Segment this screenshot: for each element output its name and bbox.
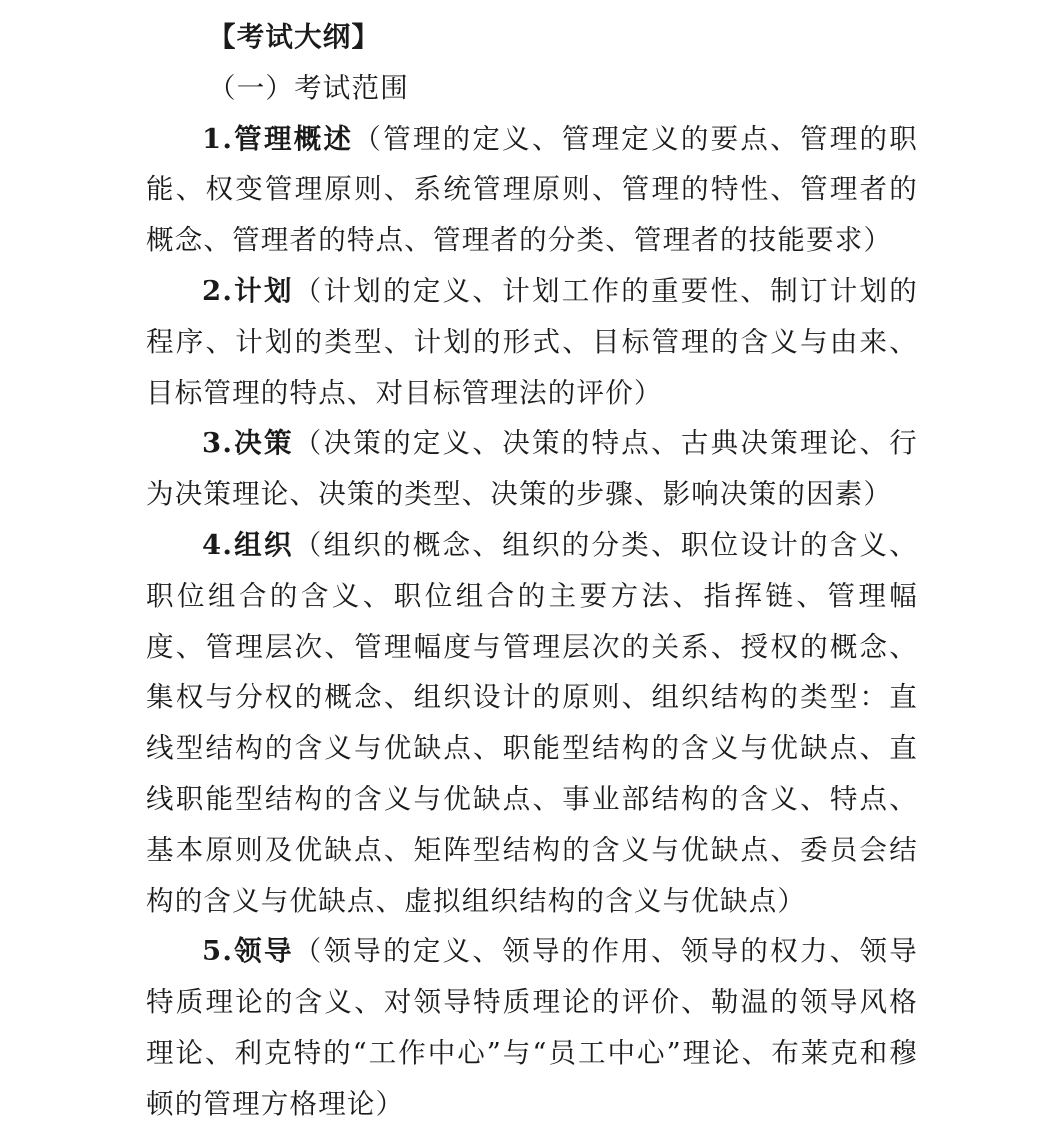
item-topic: 组织 [233,528,294,561]
outline-heading: 【考试大纲】 [208,21,381,53]
outline-item [146,418,918,520]
outline-item [146,926,918,1129]
item-number: 2. [202,274,234,307]
item-details: （计划的定义、计划工作的重要性、制订计划的程序、计划的类型、计划的形式、目标管理的含义与由来、目标管理的特点、对目标管理法的评价） [146,274,918,409]
item-topic: 领导 [233,935,294,968]
exam-outline-document [146,12,918,1130]
item-topic: 计划 [233,274,294,307]
outline-item [146,114,918,266]
item-details: （管理的定义、管理定义的要点、管理的职能、权变管理原则、系统管理原则、管理的特性、管理者的概念、管理者的特点、管理者的分类、管理者的技能要求） [146,122,918,257]
item-topic: 管理概述 [233,122,354,155]
item-details: （组织的概念、组织的分类、职位设计的含义、职位组合的含义、职位组合的主要方法、指挥链、管理幅度、管理层次、管理幅度与管理层次的关系、授权的概念、集权与分权的概念、组织设计的原则、组织结构的类型：直线型结构的含义与优缺点、职能型结构的含义与优缺点、直线职能型结构的含义与优缺点、事业部结构的含义、特点、基本原则及优缺点、矩阵型结构的含义与优缺点、委员会结构的含义与优缺点、虚拟组织结构的含义与优缺点） [146,528,918,917]
item-details: （决策的定义、决策的特点、古典决策理论、行为决策理论、决策的类型、决策的步骤、影响决策的因素） [146,427,918,511]
item-number: 5. [202,935,234,968]
item-number: 3. [202,427,234,460]
item-topic: 决策 [233,427,294,460]
item-number: 4. [202,528,234,561]
item-number: 1. [202,122,234,155]
exam-scope-subheading: （一）考试范围 [208,71,409,104]
outline-item [146,266,918,418]
outline-item [146,520,918,926]
item-details: （领导的定义、领导的作用、领导的权力、领导特质理论的含义、对领导特质理论的评价、勒温的领导风格理论、利克特的“工作中心”与“员工中心”理论、布莱克和穆顿的管理方格理论） [146,935,918,1120]
